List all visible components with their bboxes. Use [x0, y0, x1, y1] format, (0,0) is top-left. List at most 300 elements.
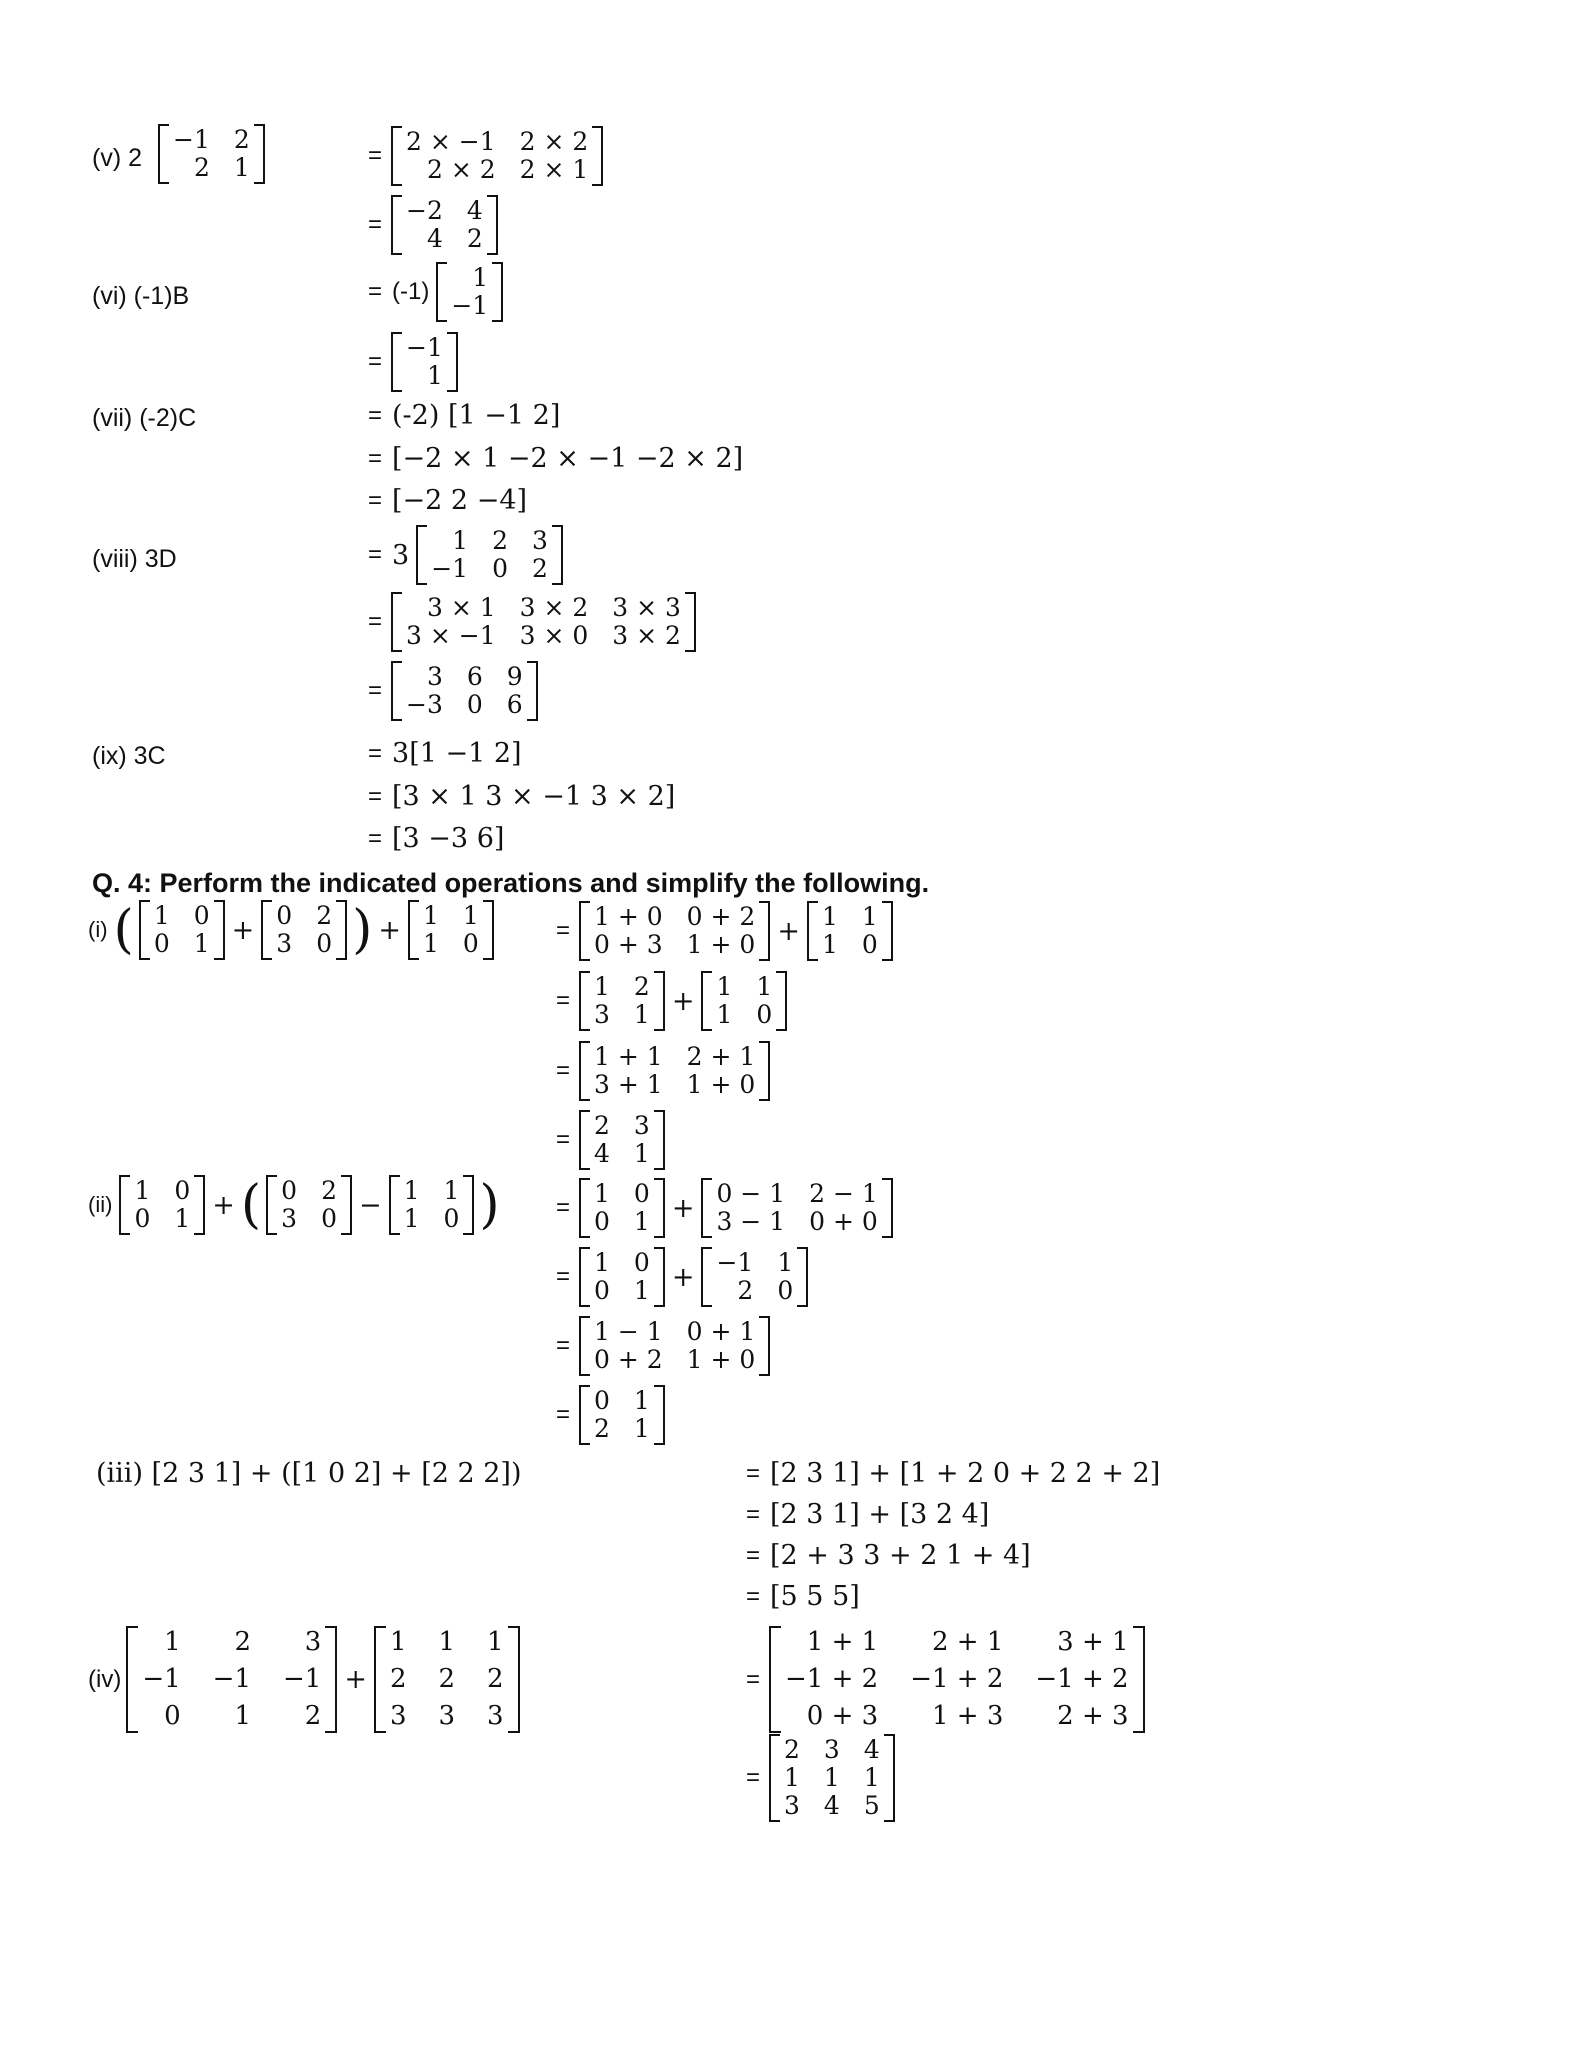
matrix-cell: 2 — [389, 1664, 407, 1695]
matrix-cell: 3 × 2 — [519, 593, 589, 622]
matrix-cell: 0 + 3 — [806, 1701, 879, 1732]
right-bracket — [882, 1178, 893, 1238]
part-vii-step-2 — [368, 443, 747, 474]
matrix-cell: 2 — [304, 1701, 322, 1732]
scalar: 3 — [392, 539, 410, 571]
matrix-cell: 1 + 0 — [686, 1345, 756, 1374]
matrix — [579, 1316, 770, 1376]
matrix — [391, 661, 538, 721]
matrix-cell: 2 × 1 — [519, 155, 589, 184]
expression: [2 3 1] + [1 + 2 0 + 2 2 + 2] — [770, 1458, 1161, 1489]
matrix-cell: 1 — [716, 972, 733, 1001]
matrix-cell: 4 — [823, 1791, 840, 1820]
right-bracket — [487, 195, 498, 255]
matrix-cell: 1 — [389, 1627, 407, 1657]
right-bracket — [552, 525, 563, 585]
matrix-cell: 4 — [426, 224, 443, 253]
equals-sign: = — [746, 1500, 761, 1528]
part-vii-label: (vii) (-2)C — [92, 404, 197, 432]
matrix — [391, 332, 458, 392]
matrix-cell: 0 — [462, 929, 479, 958]
equals-sign: = — [368, 142, 383, 169]
matrix — [436, 262, 503, 322]
right-paren: ) — [352, 900, 373, 960]
q4-part-iii-step-2 — [746, 1499, 993, 1530]
part-viii-label: (viii) 3D — [92, 545, 177, 573]
right-bracket — [1133, 1626, 1145, 1733]
matrix-cell: −2 — [406, 196, 443, 225]
right-bracket — [759, 901, 770, 961]
matrix-cell: 1 — [633, 1386, 650, 1415]
equals-sign: = — [368, 677, 383, 704]
matrix-cell: 0 — [633, 1179, 650, 1208]
equals-sign: = — [368, 444, 383, 472]
right-bracket — [882, 901, 893, 961]
left-bracket — [126, 1626, 138, 1733]
left-bracket — [408, 900, 419, 960]
matrix-body — [590, 1110, 654, 1170]
matrix-cell: 0 — [316, 929, 333, 958]
matrix-cell: 2 — [487, 1664, 504, 1695]
left-paren: ( — [113, 900, 134, 960]
matrix-cell: 1 — [633, 1139, 650, 1168]
equals-sign: = — [368, 401, 383, 429]
right-bracket — [759, 1041, 770, 1101]
matrix-body — [590, 901, 759, 961]
matrix-cell: 1 — [423, 901, 439, 930]
matrix-cell: 1 — [821, 902, 838, 931]
matrix-cell: 1 — [633, 1207, 650, 1236]
matrix-cell: 1 + 3 — [931, 1701, 1004, 1732]
right-bracket — [884, 1734, 895, 1822]
matrix-body — [427, 525, 552, 585]
right-bracket — [654, 1247, 665, 1307]
matrix-cell: 0 + 2 — [594, 1345, 663, 1374]
matrix-cell: 1 — [594, 972, 610, 1001]
q4-part-i-step-4 — [556, 1110, 668, 1170]
matrix-cell: 1 — [403, 1176, 420, 1205]
left-bracket — [158, 124, 169, 184]
equals-sign: = — [746, 1582, 761, 1610]
matrix-cell: −1 — [451, 291, 489, 320]
matrix-cell: 0 — [443, 1204, 460, 1233]
plus-sign: + — [777, 915, 800, 947]
matrix-body — [590, 1316, 759, 1376]
part-viii-step-2 — [368, 592, 699, 652]
matrix — [119, 1175, 205, 1235]
matrix-cell: 1 — [633, 1276, 650, 1305]
left-bracket — [416, 525, 427, 585]
right-bracket — [325, 1626, 337, 1733]
matrix-cell: 2 — [784, 1735, 800, 1764]
matrix-body — [712, 1178, 881, 1238]
matrix-cell: 0 — [492, 554, 508, 583]
matrix-body — [818, 901, 882, 961]
left-bracket — [391, 332, 402, 392]
equals-sign: = — [368, 824, 383, 852]
matrix-cell: 9 — [506, 662, 523, 691]
left-bracket — [139, 900, 150, 960]
matrix-cell: 0 — [193, 901, 210, 930]
matrix — [807, 901, 893, 961]
q4-part-i-step-2 — [556, 971, 790, 1031]
matrix-body — [447, 262, 492, 322]
plus-sign: + — [671, 985, 695, 1017]
q4-part-iv-step-2 — [746, 1734, 898, 1822]
q4-part-iii-step-1 — [746, 1458, 1164, 1489]
matrix-cell: 1 — [193, 929, 210, 958]
matrix-body — [402, 126, 592, 186]
matrix-cell: 4 — [594, 1139, 610, 1168]
matrix-cell: 2 — [466, 224, 483, 253]
matrix-cell: 2 − 1 — [809, 1179, 878, 1208]
matrix-cell: 4 — [466, 196, 483, 225]
matrix-cell: 1 + 1 — [594, 1042, 663, 1071]
left-bracket — [391, 126, 402, 186]
matrix-body — [402, 661, 527, 721]
matrix-cell: 1 + 0 — [686, 930, 756, 959]
right-bracket — [336, 900, 347, 960]
matrix — [391, 195, 498, 255]
matrix-cell: 3 — [438, 1701, 456, 1732]
matrix-cell: 1 — [777, 1248, 794, 1277]
matrix-cell: 0 — [594, 1207, 610, 1236]
matrix-cell: 0 + 3 — [594, 930, 663, 959]
matrix-body — [130, 1175, 194, 1235]
matrix-cell: 1 + 1 — [806, 1627, 879, 1657]
matrix-cell: 1 — [462, 901, 479, 930]
matrix-body — [400, 1175, 464, 1235]
matrix-cell: 2 + 1 — [686, 1042, 756, 1071]
matrix-cell: 3 — [426, 662, 443, 691]
matrix-body — [712, 1247, 797, 1307]
part-vi-label: (vi) (-1)B — [92, 282, 190, 310]
matrix-cell: 3 + 1 — [594, 1070, 663, 1099]
left-bracket — [769, 1626, 781, 1733]
left-bracket — [579, 1247, 590, 1307]
part-ix-step-3 — [368, 823, 508, 854]
part-v-expression — [155, 124, 268, 184]
matrix — [579, 1110, 665, 1170]
matrix-cell: 0 — [321, 1204, 337, 1233]
right-bracket — [654, 1110, 665, 1170]
matrix-cell: 3 — [304, 1627, 322, 1657]
left-bracket — [579, 901, 590, 961]
left-bracket — [119, 1175, 130, 1235]
q4-part-ii-step-1 — [556, 1178, 896, 1238]
matrix-cell: 2 — [633, 972, 650, 1001]
matrix-cell: 1 — [164, 1627, 181, 1657]
matrix-cell: 2 × 2 — [426, 155, 496, 184]
matrix-cell: 1 — [153, 901, 170, 930]
matrix — [579, 971, 665, 1031]
plus-sign: + — [378, 914, 402, 946]
matrix-cell: 2 × −1 — [406, 127, 496, 156]
matrix-cell: 1 — [423, 929, 439, 958]
matrix-cell: 1 — [426, 361, 443, 390]
question-4-heading: Q. 4: Perform the indicated operations and simplify the following. — [92, 868, 930, 898]
matrix-cell: 1 — [823, 1763, 840, 1792]
matrix-cell: 3 — [594, 1000, 610, 1029]
matrix-cell: 1 + 0 — [686, 1070, 756, 1099]
right-bracket — [654, 1385, 665, 1445]
equals-sign: = — [746, 1764, 761, 1791]
matrix-body — [402, 592, 685, 652]
right-bracket — [508, 1626, 520, 1733]
scalar: (-1) — [392, 278, 430, 305]
matrix-cell: 2 — [321, 1176, 337, 1205]
matrix — [416, 525, 563, 585]
expression: [2 + 3 3 + 2 1 + 4] — [770, 1540, 1031, 1571]
expression: [−2 2 −4] — [392, 485, 528, 516]
left-bracket — [266, 1175, 277, 1235]
right-bracket — [685, 592, 696, 652]
matrix — [579, 1178, 665, 1238]
equals-sign: = — [368, 348, 383, 375]
matrix — [391, 592, 696, 652]
matrix — [158, 124, 265, 184]
matrix-cell: 2 — [737, 1276, 754, 1305]
matrix-cell: 3 × 0 — [519, 621, 589, 650]
matrix-cell: 3 — [531, 526, 548, 555]
matrix-cell: 2 — [531, 554, 548, 583]
matrix-body — [712, 971, 776, 1031]
matrix-cell: 1 — [821, 930, 838, 959]
q4-part-iv-expression — [88, 1626, 523, 1733]
q4-part-ii-step-3 — [556, 1316, 773, 1376]
matrix-cell: 0 — [861, 930, 878, 959]
right-bracket — [492, 262, 503, 322]
left-bracket — [579, 1316, 590, 1376]
equals-sign: = — [556, 1194, 571, 1221]
matrix-cell: 3 — [823, 1735, 840, 1764]
q4-part-ii-step-2 — [556, 1247, 811, 1307]
matrix-body — [272, 900, 336, 960]
equals-sign: = — [746, 1665, 761, 1693]
matrix-cell: 5 — [863, 1791, 880, 1820]
matrix-cell: 2 — [233, 125, 250, 154]
part-vi-step-2 — [368, 332, 461, 392]
equals-sign: = — [556, 1401, 571, 1428]
matrix-cell: 1 — [233, 153, 250, 182]
part-viii-step-1 — [368, 525, 566, 585]
right-bracket — [214, 900, 225, 960]
left-bracket — [389, 1175, 400, 1235]
expression: [3 −3 6] — [392, 823, 505, 854]
matrix-cell: 3 × −1 — [406, 621, 496, 650]
right-bracket — [654, 971, 665, 1031]
matrix-cell: 2 × 2 — [519, 127, 589, 156]
matrix-cell: −1 — [212, 1664, 251, 1695]
matrix-cell: 4 — [863, 1735, 880, 1764]
matrix-cell: −1 — [431, 554, 469, 583]
equals-sign: = — [746, 1459, 761, 1487]
matrix-cell: 1 — [403, 1204, 420, 1233]
matrix-cell: 1 + 0 — [594, 902, 663, 931]
left-bracket — [701, 1247, 712, 1307]
matrix-cell: 1 — [863, 1763, 880, 1792]
matrix — [579, 1041, 770, 1101]
matrix-cell: 2 — [594, 1414, 610, 1443]
equals-sign: = — [556, 1263, 571, 1290]
part-vi-step-1 — [368, 262, 506, 322]
left-bracket — [579, 1041, 590, 1101]
q4-part-i-step-3 — [556, 1041, 773, 1101]
matrix — [701, 1178, 892, 1238]
matrix-cell: 1 — [594, 1248, 610, 1277]
q4-part-ii-step-4 — [556, 1385, 668, 1445]
matrix-body — [277, 1175, 341, 1235]
q4-part-i-expression — [88, 900, 497, 960]
matrix-cell: 6 — [466, 662, 483, 691]
left-bracket — [579, 1385, 590, 1445]
left-bracket — [579, 1110, 590, 1170]
matrix-cell: 2 — [234, 1627, 251, 1657]
matrix-cell: 0 + 2 — [686, 902, 756, 931]
matrix-cell: −1 — [282, 1664, 322, 1695]
matrix-body — [590, 1041, 759, 1101]
matrix-body — [780, 1734, 884, 1822]
left-bracket — [807, 901, 818, 961]
matrix-cell: −1 — [406, 333, 443, 362]
matrix-cell: 0 — [153, 929, 170, 958]
matrix-cell: 0 — [633, 1248, 650, 1277]
matrix — [391, 126, 603, 186]
matrix-cell: 1 − 1 — [594, 1317, 663, 1346]
matrix-cell: 3 + 1 — [1057, 1627, 1129, 1657]
equals-sign: = — [368, 739, 383, 767]
matrix-cell: −1 + 2 — [785, 1664, 879, 1695]
q4-part-ii-expression — [88, 1175, 502, 1235]
plus-sign: + — [344, 1664, 367, 1696]
matrix-cell: 0 — [164, 1701, 181, 1732]
expression: (-2) [1 −1 2] — [392, 400, 561, 431]
matrix-cell: 3 − 1 — [716, 1207, 786, 1236]
part-vii-step-3 — [368, 485, 531, 516]
matrix-body — [590, 1385, 654, 1445]
matrix-cell: 3 — [487, 1701, 504, 1732]
left-bracket — [701, 971, 712, 1031]
matrix-cell: 1 — [234, 1701, 251, 1732]
matrix-cell: −3 — [406, 690, 443, 719]
matrix-body — [402, 332, 447, 392]
matrix-cell: 0 + 1 — [686, 1317, 756, 1346]
matrix — [374, 1626, 520, 1733]
matrix-body — [169, 124, 254, 184]
left-bracket — [579, 971, 590, 1031]
q4-part-iii-expression — [92, 1458, 526, 1489]
matrix-cell: 1 — [174, 1204, 191, 1233]
expression: 3[1 −1 2] — [392, 738, 522, 769]
equals-sign: = — [746, 1541, 761, 1569]
matrix-cell: 2 + 3 — [1057, 1701, 1129, 1732]
matrix — [769, 1734, 895, 1822]
matrix-cell: 2 — [438, 1664, 456, 1695]
plus-sign: + — [212, 1189, 235, 1221]
matrix-cell: 0 — [756, 1000, 773, 1029]
part-iii-expression-text: (iii) [2 3 1] + ([1 0 2] + [2 2 2]) — [96, 1458, 522, 1489]
matrix — [266, 1175, 352, 1235]
plus-sign: + — [671, 1192, 695, 1224]
matrix-body — [781, 1626, 1133, 1733]
matrix-cell: 1 — [594, 1179, 610, 1208]
matrix-cell: 1 — [134, 1176, 151, 1205]
matrix-cell: 0 — [134, 1204, 151, 1233]
matrix — [579, 1247, 665, 1307]
right-bracket — [254, 124, 265, 184]
matrix-body — [590, 971, 654, 1031]
matrix — [579, 1385, 665, 1445]
matrix-cell: 2 — [193, 153, 210, 182]
left-bracket — [261, 900, 272, 960]
right-bracket — [463, 1175, 474, 1235]
matrix-cell: −1 + 2 — [910, 1664, 1004, 1695]
equals-sign: = — [368, 608, 383, 635]
matrix-cell: 1 — [633, 1000, 650, 1029]
q4-part-i-step-1 — [556, 901, 896, 961]
left-bracket — [436, 262, 447, 322]
matrix-body — [402, 195, 487, 255]
matrix-cell: −1 + 2 — [1035, 1664, 1129, 1695]
part-ix-step-2 — [368, 781, 679, 812]
matrix-cell: 3 × 3 — [612, 593, 681, 622]
part-ix-step-1 — [368, 738, 526, 769]
matrix — [126, 1626, 337, 1733]
equals-sign: = — [368, 278, 383, 305]
right-bracket — [797, 1247, 808, 1307]
matrix-body — [590, 1178, 654, 1238]
plus-sign: + — [671, 1261, 695, 1293]
matrix-cell: 1 — [472, 263, 489, 292]
matrix-cell: 3 — [281, 1204, 298, 1233]
matrix-cell: 0 — [281, 1176, 298, 1205]
matrix-cell: 3 × 1 — [426, 593, 496, 622]
left-bracket — [391, 195, 402, 255]
part-viii-step-3 — [368, 661, 541, 721]
matrix-cell: 1 — [438, 1627, 456, 1657]
equals-sign: = — [368, 211, 383, 238]
matrix-body — [386, 1626, 508, 1733]
matrix — [389, 1175, 475, 1235]
matrix-cell: 3 — [389, 1701, 407, 1732]
right-bracket — [194, 1175, 205, 1235]
matrix-cell: 1 — [452, 526, 469, 555]
matrix-cell: 0 — [174, 1176, 191, 1205]
matrix-cell: 1 — [633, 1414, 650, 1443]
right-bracket — [592, 126, 603, 186]
matrix-cell: 0 — [594, 1386, 610, 1415]
part-v-step-1 — [368, 126, 606, 186]
left-bracket — [701, 1178, 712, 1238]
left-bracket — [579, 1178, 590, 1238]
right-bracket — [776, 971, 787, 1031]
part-iv-label: (iv) — [88, 1665, 122, 1693]
matrix-cell: 0 — [466, 690, 483, 719]
left-bracket — [391, 661, 402, 721]
matrix — [261, 900, 347, 960]
part-v-label: (v) 2 — [92, 144, 142, 172]
matrix-cell: 6 — [506, 690, 523, 719]
matrix-body — [138, 1626, 325, 1733]
matrix-body — [590, 1247, 654, 1307]
matrix-cell: 2 + 1 — [931, 1627, 1004, 1657]
matrix-cell: 0 − 1 — [716, 1179, 786, 1208]
right-paren: ) — [479, 1175, 500, 1235]
matrix-cell: 0 — [276, 901, 293, 930]
matrix-cell: 1 — [487, 1627, 504, 1657]
matrix-cell: 3 — [784, 1791, 800, 1820]
matrix — [701, 1247, 808, 1307]
